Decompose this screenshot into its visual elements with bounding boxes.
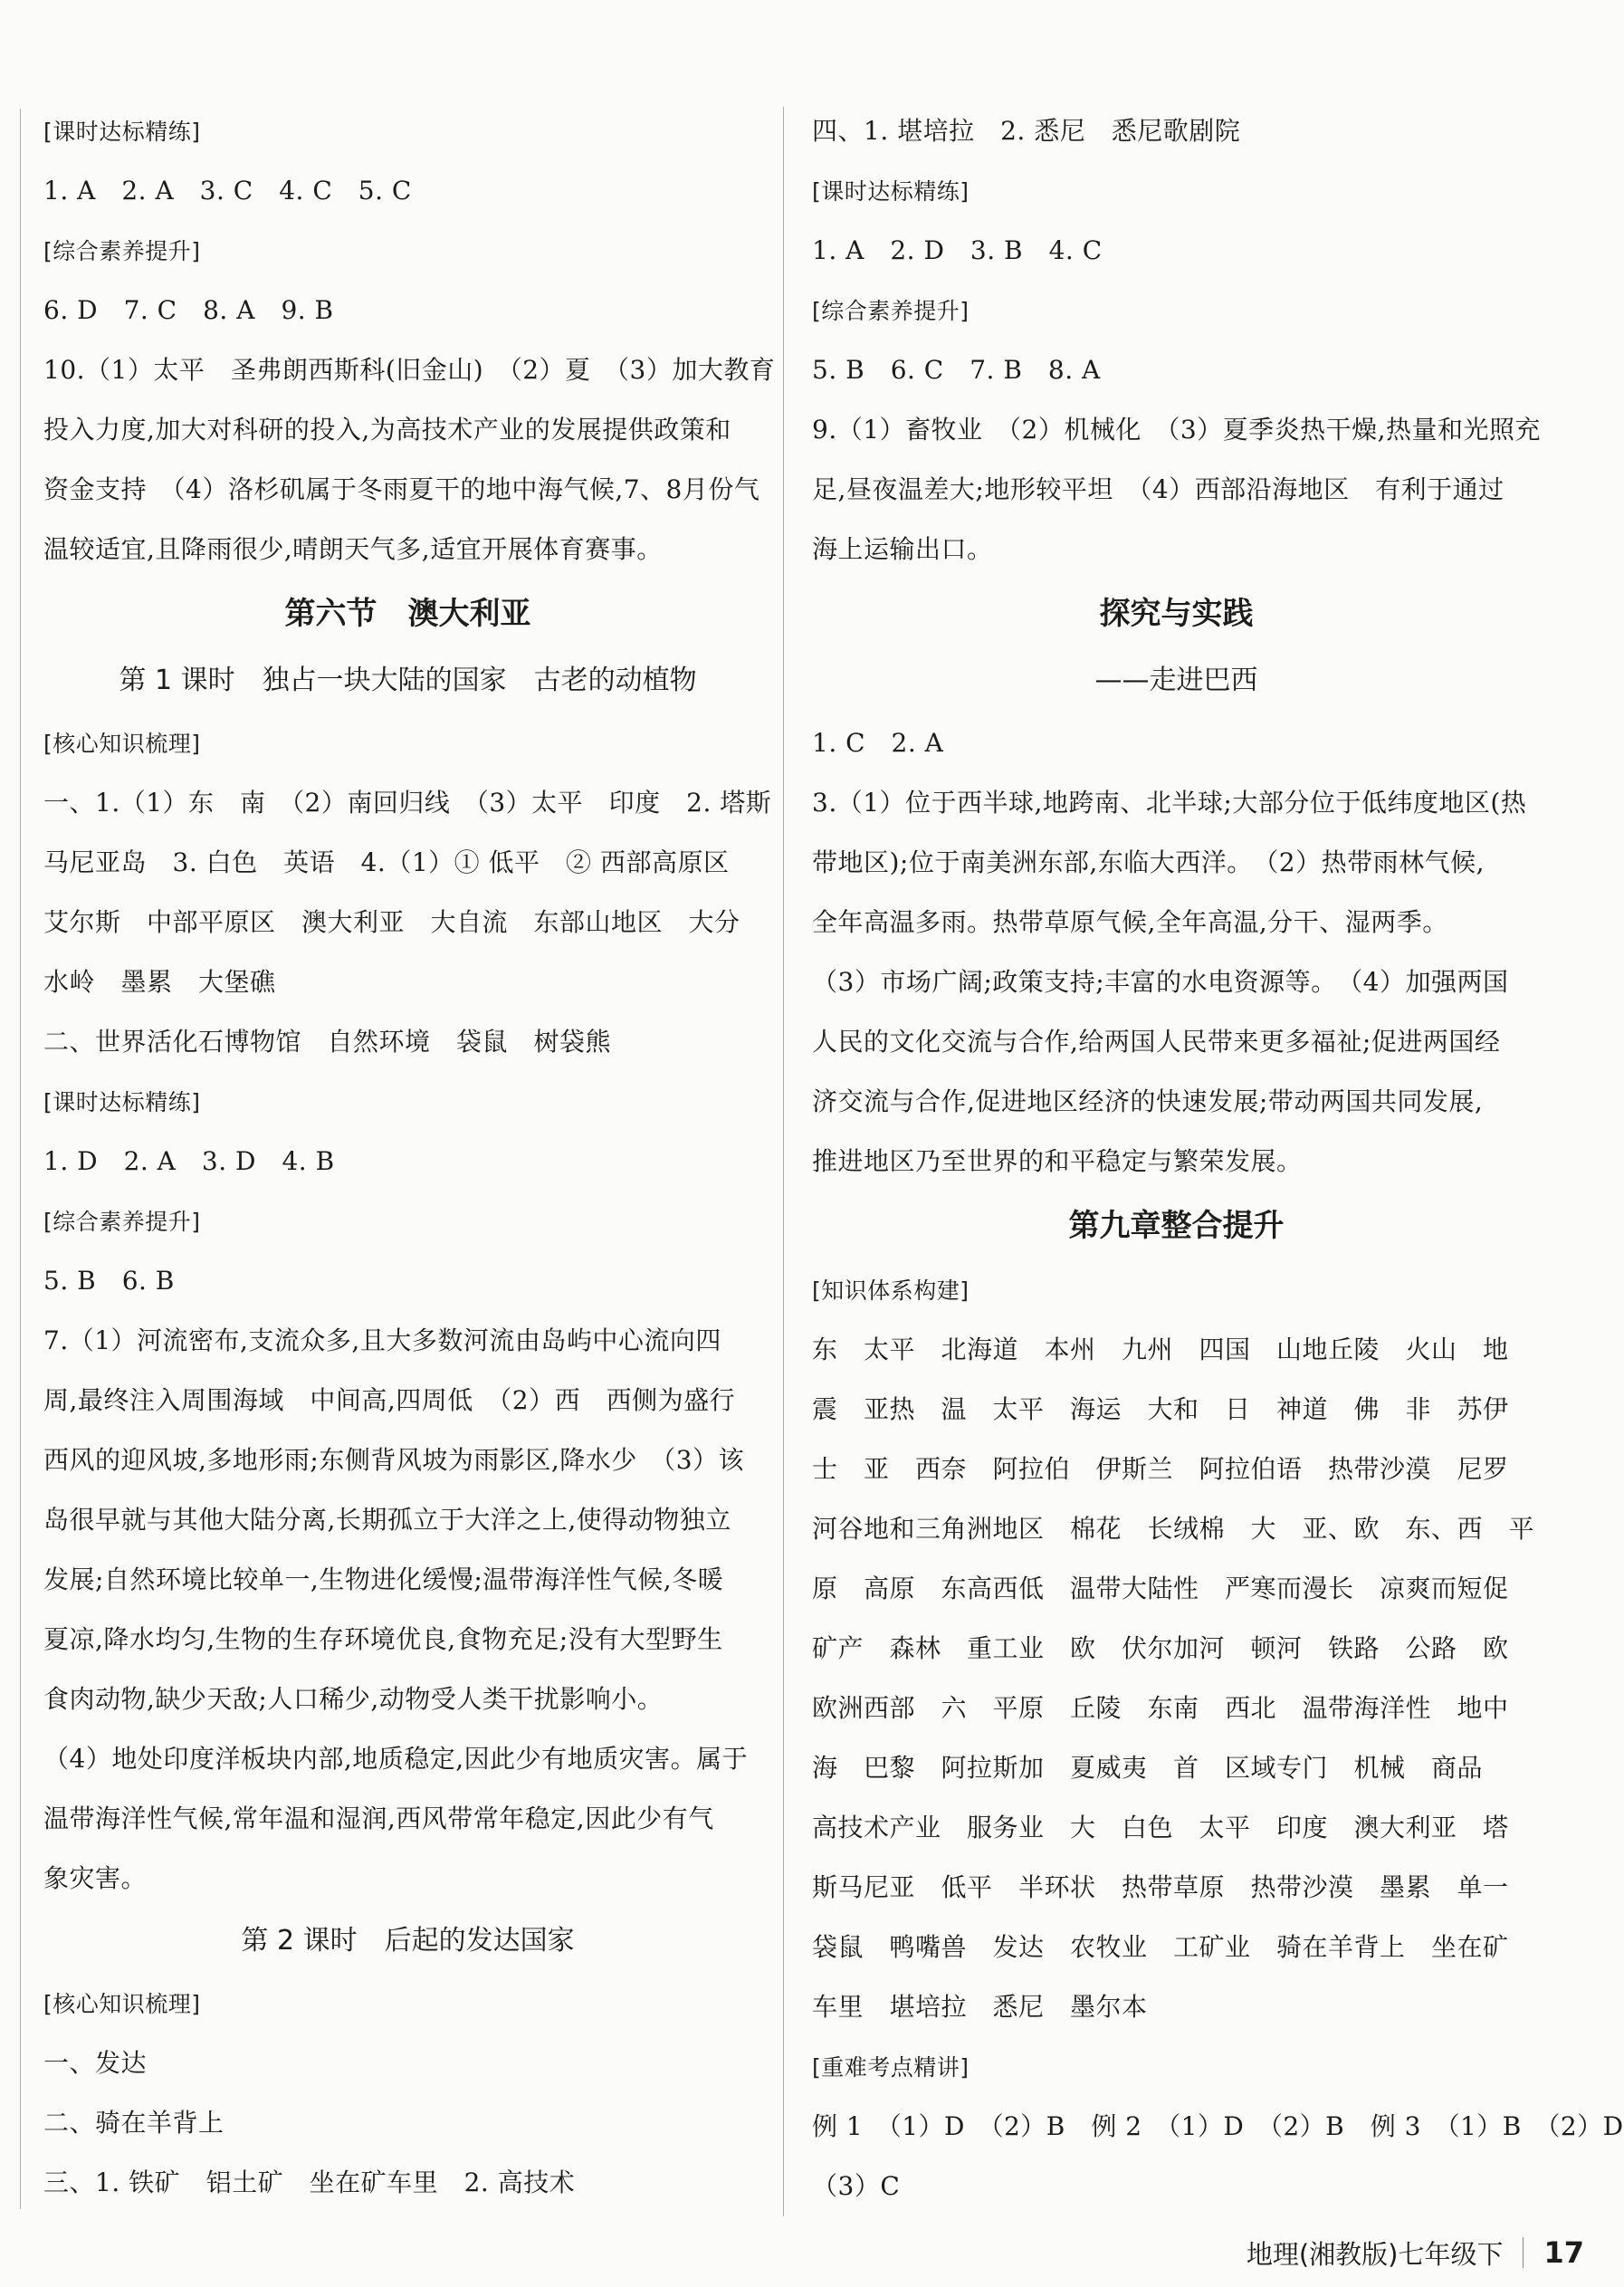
section-heading: 探究与实践	[1099, 596, 1254, 632]
answer-line: 水岭 墨累 大堡礁	[43, 967, 276, 997]
section-tag-line	[43, 713, 772, 773]
section-tag: [ 综合素养提升 ]	[43, 1209, 201, 1235]
lesson-title: ——走进巴西	[1094, 665, 1258, 696]
answer-line: 9.（1）畜牧业 （2）机械化 （3）夏季炎热干燥,热量和光照充	[812, 415, 1542, 445]
section-tag: [ 知识体系构建 ]	[812, 1277, 970, 1304]
answer-line: 温较适宜,且降雨很少,晴朗天气多,适宜开展体育赛事。	[43, 534, 663, 564]
section-tag: [ 重难考点精讲 ]	[812, 2054, 970, 2081]
section-tag: [ 综合素养提升 ]	[43, 238, 201, 264]
answer-line: 足,昼夜温差大;地形较平坦 （4）西部沿海地区 有利于通过	[812, 474, 1505, 504]
answer-line: 夏凉,降水均匀,生物的生存环境优良,食物充足;没有大型野生	[43, 1624, 723, 1654]
answer-line: 岛很早就与其他大陆分离,长期孤立于大洋之上,使得动物独立	[43, 1505, 731, 1535]
answer-line: （3）市场广阔;政策支持;丰富的水电资源等。 （4）加强两国	[812, 967, 1509, 997]
answer-line: 高技术产业 服务业 大 白色 太平 印度 澳大利亚 塔	[812, 1813, 1509, 1842]
answer-line: 1. A 2. A 3. C 4. C 5. C	[43, 176, 412, 206]
section-tag-line	[43, 101, 772, 161]
answer-line: 1. A 2. D 3. B 4. C	[812, 235, 1103, 265]
section-tag-line	[43, 1191, 772, 1251]
answer-line: 象灾害。	[43, 1863, 148, 1893]
section-tag-line	[812, 281, 1541, 340]
lesson-title: 第 1 课时 独占一块大陆的国家 古老的动植物	[119, 665, 697, 696]
answer-line: 推进地区乃至世界的和平稳定与繁荣发展。	[812, 1146, 1303, 1176]
answer-line: 西风的迎风坡,多地形雨;东侧背风坡为雨影区,降水少 （3）该	[43, 1445, 745, 1475]
answer-line: 艾尔斯 中部平原区 澳大利亚 大自流 东部山地区 大分	[43, 907, 740, 937]
answer-line: 欧洲西部 六 平原 丘陵 东南 西北 温带海洋性 地中	[812, 1693, 1509, 1723]
section-tag-line	[43, 221, 772, 281]
answer-line: 带地区);位于南美洲东部,东临大西洋。 （2）热带雨林气候,	[812, 847, 1485, 877]
answer-line: 一、发达	[43, 2048, 148, 2078]
answer-line: 投入力度,加大对科研的投入,为高技术产业的发展提供政策和	[43, 415, 731, 445]
answer-line: 海上运输出口。	[812, 534, 993, 564]
answer-line: 震 亚热 温 太平 海运 大和 日 神道 佛 非 苏伊	[812, 1394, 1509, 1424]
section-tag-line	[812, 161, 1541, 221]
section-tag: [ 综合素养提升 ]	[812, 298, 970, 324]
section-tag: [ 课时达标精练 ]	[43, 1089, 201, 1115]
column-divider	[783, 107, 784, 2216]
section-heading: 第六节 澳大利亚	[284, 596, 531, 632]
page-number: 17	[1543, 2235, 1584, 2270]
answer-line: 四、1. 堪培拉 2. 悉尼 悉尼歌剧院	[812, 116, 1241, 146]
section-tag-line	[812, 1260, 1541, 1320]
answer-line: 车里 堪培拉 悉尼 墨尔本	[812, 1992, 1148, 2022]
answer-line: 二、骑在羊背上	[43, 2108, 224, 2138]
answer-line: 资金支持 （4）洛杉矶属于冬雨夏干的地中海气候,7、8月份气	[43, 474, 760, 504]
section-tag-line	[812, 2037, 1541, 2097]
answer-line: 3.（1）位于西半球,地跨南、北半球;大部分位于低纬度地区(热	[812, 788, 1527, 818]
answer-line: 7.（1）河流密布,支流众多,且大多数河流由岛屿中心流向四	[43, 1325, 721, 1355]
section-tag: [ 课时达标精练 ]	[43, 119, 201, 145]
answer-line: 东 太平 北海道 本州 九州 四国 山地丘陵 火山 地	[812, 1335, 1509, 1364]
section-tag: [ 核心知识梳理 ]	[43, 1991, 201, 2017]
answer-line: 5. B 6. C 7. B 8. A	[812, 355, 1101, 385]
answer-line: 1. D 2. A 3. D 4. B	[43, 1146, 335, 1176]
right-column	[812, 101, 1624, 2216]
section-tag-line	[43, 1072, 772, 1132]
answer-line: 河谷地和三角洲地区 棉花 长绒棉 大 亚、欧 东、西 平	[812, 1514, 1535, 1544]
section-tag-line	[43, 1974, 772, 2033]
answer-line: （3）C	[812, 2171, 901, 2201]
left-margin-rule	[20, 109, 21, 2209]
answer-line: 6. D 7. C 8. A 9. B	[43, 295, 334, 325]
answer-line: 马尼亚岛 3. 白色 英语 4.（1）① 低平 ② 西部高原区	[43, 847, 730, 877]
answer-line: 一、1.（1）东 南 （2）南回归线 （3）太平 印度 2. 塔斯	[43, 788, 772, 818]
answer-line: 三、1. 铁矿 铝土矿 坐在矿车里 2. 高技术	[43, 2167, 576, 2197]
lesson-title: 第 2 课时 后起的发达国家	[241, 1925, 575, 1957]
answer-line: 士 亚 西奈 阿拉伯 伊斯兰 阿拉伯语 热带沙漠 尼罗	[812, 1454, 1509, 1484]
page-footer	[1159, 2225, 1584, 2280]
answer-line: 5. B 6. B	[43, 1266, 175, 1296]
section-heading: 第九章整合提升	[1068, 1208, 1285, 1244]
answer-line: 温带海洋性气候,常年温和湿润,西风带常年稳定,因此少有气	[43, 1804, 714, 1833]
footer-separator	[1523, 2237, 1524, 2268]
left-column	[43, 101, 776, 2213]
section-tag: [ 核心知识梳理 ]	[43, 731, 201, 757]
footer-subject: 地理(湘教版)七年级下	[1246, 2238, 1504, 2270]
answer-line: 周,最终注入周围海域 中间高,四周低 （2）西 西侧为盛行	[43, 1385, 736, 1415]
answer-line: 原 高原 东高西低 温带大陆性 严寒而漫长 凉爽而短促	[812, 1574, 1509, 1603]
answer-line: （4）地处印度洋板块内部,地质稳定,因此少有地质灾害。属于	[43, 1744, 749, 1774]
answer-line: 斯马尼亚 低平 半环状 热带草原 热带沙漠 墨累 单一	[812, 1872, 1509, 1902]
answer-line: 济交流与合作,促进地区经济的快速发展;带动两国共同发展,	[812, 1086, 1484, 1116]
answer-line: 人民的文化交流与合作,给两国人民带来更多福祉;促进两国经	[812, 1027, 1501, 1057]
answer-line: 海 巴黎 阿拉斯加 夏威夷 首 区域专门 机械 商品	[812, 1753, 1484, 1783]
answer-line: 食肉动物,缺少天敌;人口稀少,动物受人类干扰影响小。	[43, 1684, 664, 1714]
answer-line: 发展;自然环境比较单一,生物进化缓慢;温带海洋性气候,冬暖	[43, 1565, 724, 1594]
answer-line: 10.（1）太平 圣弗朗西斯科(旧金山) （2）夏 （3）加大教育	[43, 355, 776, 385]
answer-line: 二、世界活化石博物馆 自然环境 袋鼠 树袋熊	[43, 1027, 612, 1057]
section-tag: [ 课时达标精练 ]	[812, 178, 970, 205]
answer-line: 例 1 （1）D （2）B 例 2 （1）D （2）B 例 3 （1）B （2）D	[812, 2111, 1624, 2141]
answer-line: 袋鼠 鸭嘴兽 发达 农牧业 工矿业 骑在羊背上 坐在矿	[812, 1932, 1509, 1962]
answer-line: 矿产 森林 重工业 欧 伏尔加河 顿河 铁路 公路 欧	[812, 1633, 1509, 1663]
answer-line: 全年高温多雨。热带草原气候,全年高温,分干、湿两季。	[812, 907, 1448, 937]
answer-line: 1. C 2. A	[812, 728, 944, 758]
